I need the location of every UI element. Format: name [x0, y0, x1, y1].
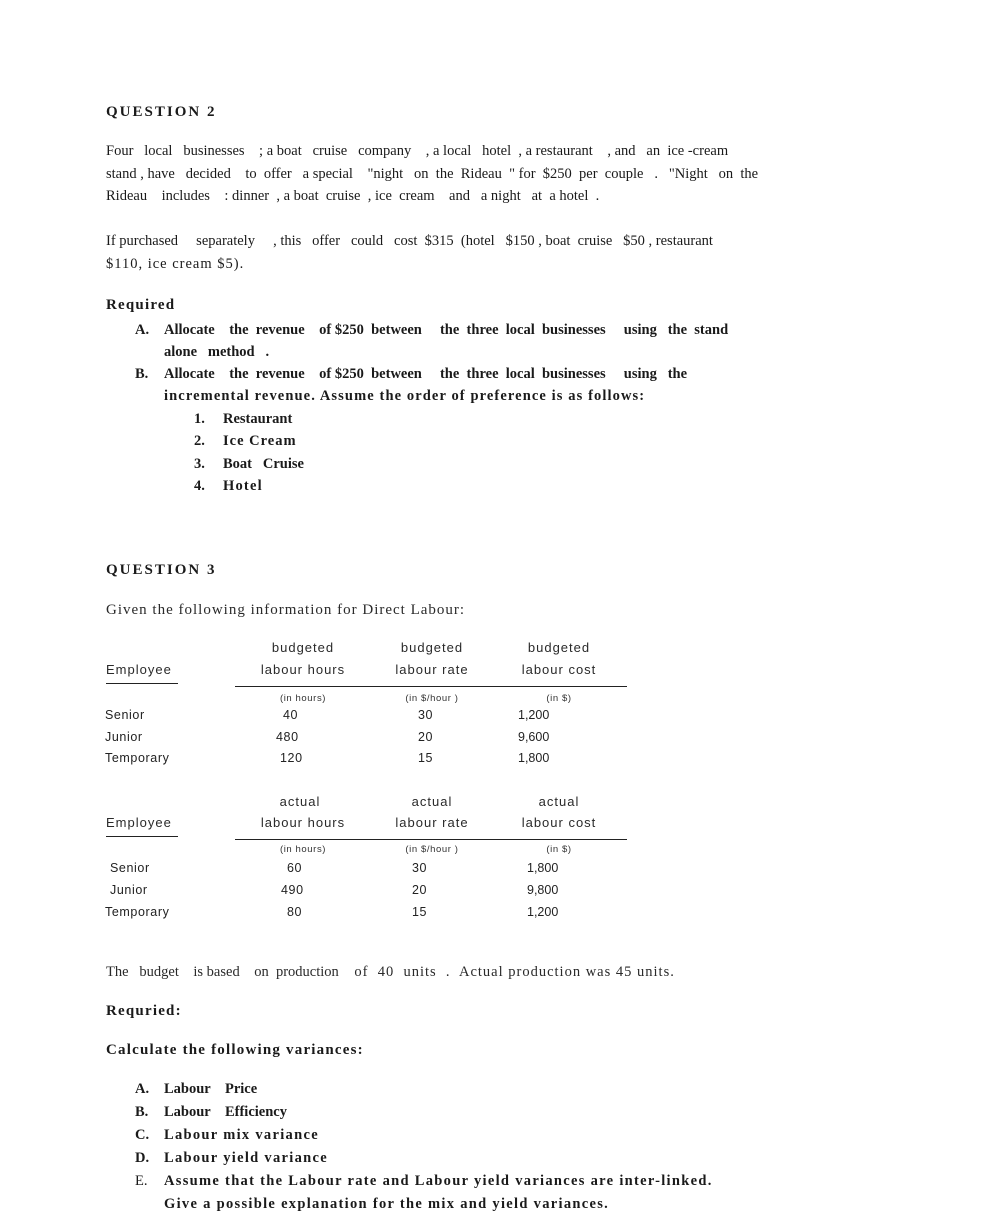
- column-header: labour hours: [260, 815, 346, 830]
- column-header: labour rate: [395, 815, 469, 830]
- column-header: budgeted: [271, 640, 335, 655]
- item-label: D.: [135, 1150, 150, 1166]
- column-header: labour hours: [260, 662, 346, 677]
- list-item: [135, 1150, 328, 1167]
- header-underline: [235, 686, 627, 687]
- list-number: 2.: [194, 433, 205, 449]
- employee-name: Senior: [110, 861, 150, 875]
- note-part: The budget is based on production: [106, 964, 339, 980]
- unit-label: (in hours): [279, 693, 327, 704]
- employee-name: Senior: [105, 708, 145, 722]
- list-item: [135, 1173, 713, 1212]
- paragraph-line: Four local businesses ; a boat cruise company , a local hotel , a restaurant , and an ice -cream: [106, 143, 729, 159]
- item-label: B.: [135, 366, 149, 382]
- unit-label: (in $): [546, 693, 572, 704]
- column-header: actual: [411, 794, 453, 809]
- list-item: [135, 1081, 258, 1098]
- column-header: labour cost: [521, 815, 597, 830]
- column-header: actual: [538, 794, 580, 809]
- item-text-line: incremental revenue. Assume the order of preference is as follows:: [164, 388, 646, 404]
- cost-cell: 9,600: [518, 730, 550, 744]
- question-3-heading: QUESTION 3: [106, 562, 217, 578]
- list-item: [135, 1104, 287, 1121]
- rate-cell: 15: [412, 905, 428, 919]
- cost-cell: 1,800: [527, 861, 559, 875]
- list-number: 1.: [194, 411, 205, 427]
- item-text: Labour Efficiency: [164, 1104, 287, 1120]
- paragraph-line: $110, ice cream $5).: [106, 255, 245, 272]
- question-3-required-label: Requried:: [106, 1003, 182, 1019]
- list-number: 4.: [194, 478, 205, 494]
- item-text-line: Give a possible explanation for the mix and yield variances.: [164, 1196, 610, 1212]
- variances-list: [135, 1081, 855, 1221]
- hours-cell: 480: [276, 730, 299, 744]
- rate-cell: 20: [418, 730, 434, 744]
- column-header: labour rate: [395, 662, 469, 677]
- unit-label: (in $/hour ): [405, 693, 459, 704]
- list-text: Restaurant: [223, 411, 293, 427]
- list-number: 3.: [194, 456, 205, 472]
- required-item-b: [135, 366, 835, 410]
- rate-cell: 15: [418, 751, 434, 765]
- unit-label: (in $/hour ): [405, 844, 459, 855]
- paragraph-line: If purchased separately , this offer could cost $315 (hotel $150 , boat cruise $50 , restaurant: [106, 233, 713, 249]
- item-text: Labour Price: [164, 1081, 258, 1097]
- hours-cell: 80: [287, 905, 303, 919]
- rate-cell: 30: [418, 708, 434, 722]
- rate-cell: 30: [412, 861, 428, 875]
- employee-name: Junior: [105, 730, 143, 744]
- item-text-line: alone method .: [164, 344, 270, 360]
- rate-cell: 20: [412, 883, 428, 897]
- item-text: Labour yield variance: [164, 1150, 328, 1166]
- budget-production-note: [106, 964, 675, 981]
- employee-name: Junior: [110, 883, 148, 897]
- list-text: Ice Cream: [223, 433, 297, 449]
- cost-cell: 9,800: [527, 883, 559, 897]
- question-2-pricing-paragraph: [106, 230, 866, 275]
- column-header: budgeted: [400, 640, 464, 655]
- item-text-line: Allocate the revenue of $250 between the three local businesses using the: [164, 366, 688, 382]
- question-3-intro: Given the following information for Direct Labour:: [106, 602, 466, 618]
- employee-column-header: Employee: [106, 815, 172, 830]
- column-header: labour cost: [521, 662, 597, 677]
- hours-cell: 120: [280, 751, 303, 765]
- item-text: Labour mix variance: [164, 1127, 319, 1143]
- employee-header-underline: [106, 836, 178, 837]
- cost-cell: 1,200: [527, 905, 559, 919]
- question-2-required-label: Required: [106, 297, 176, 313]
- calculate-variances-label: Calculate the following variances:: [106, 1042, 364, 1058]
- list-item: [194, 433, 297, 450]
- list-item: [135, 1127, 319, 1144]
- header-underline: [235, 839, 627, 840]
- question-2-intro-paragraph: [106, 140, 866, 208]
- item-label: E.: [135, 1173, 148, 1189]
- column-header: actual: [279, 794, 321, 809]
- unit-label: (in hours): [279, 844, 327, 855]
- item-label: A.: [135, 1081, 150, 1097]
- paragraph-line: stand , have decided to offer a special "night on the Rideau " for $250 per couple . "Night on the: [106, 165, 759, 182]
- employee-column-header: Employee: [106, 662, 172, 677]
- item-label: C.: [135, 1127, 150, 1143]
- paragraph-line: Rideau includes : dinner , a boat cruise , ice cream and a night at a hotel .: [106, 188, 600, 204]
- employee-header-underline: [106, 683, 178, 684]
- note-part: of 40 units . Actual production was 45 units.: [354, 964, 675, 980]
- item-label: B.: [135, 1104, 149, 1120]
- question-2-heading: QUESTION 2: [106, 104, 217, 120]
- list-item: [194, 456, 304, 473]
- item-text-line: Assume that the Labour rate and Labour yield variances are inter-linked.: [164, 1173, 713, 1189]
- cost-cell: 1,200: [518, 708, 550, 722]
- item-label: A.: [135, 322, 150, 338]
- employee-name: Temporary: [105, 905, 170, 919]
- required-item-a: [135, 322, 835, 366]
- cost-cell: 1,800: [518, 751, 550, 765]
- hours-cell: 40: [283, 708, 299, 722]
- employee-name: Temporary: [105, 751, 170, 765]
- unit-label: (in $): [546, 844, 572, 855]
- list-text: Boat Cruise: [223, 456, 304, 472]
- preference-order-list: [194, 411, 394, 501]
- item-text-line: Allocate the revenue of $250 between the three local businesses using the stand: [164, 322, 729, 338]
- list-item: [194, 478, 263, 495]
- hours-cell: 60: [287, 861, 303, 875]
- hours-cell: 490: [281, 883, 304, 897]
- list-item: [194, 411, 293, 428]
- column-header: budgeted: [527, 640, 591, 655]
- list-text: Hotel: [223, 478, 263, 494]
